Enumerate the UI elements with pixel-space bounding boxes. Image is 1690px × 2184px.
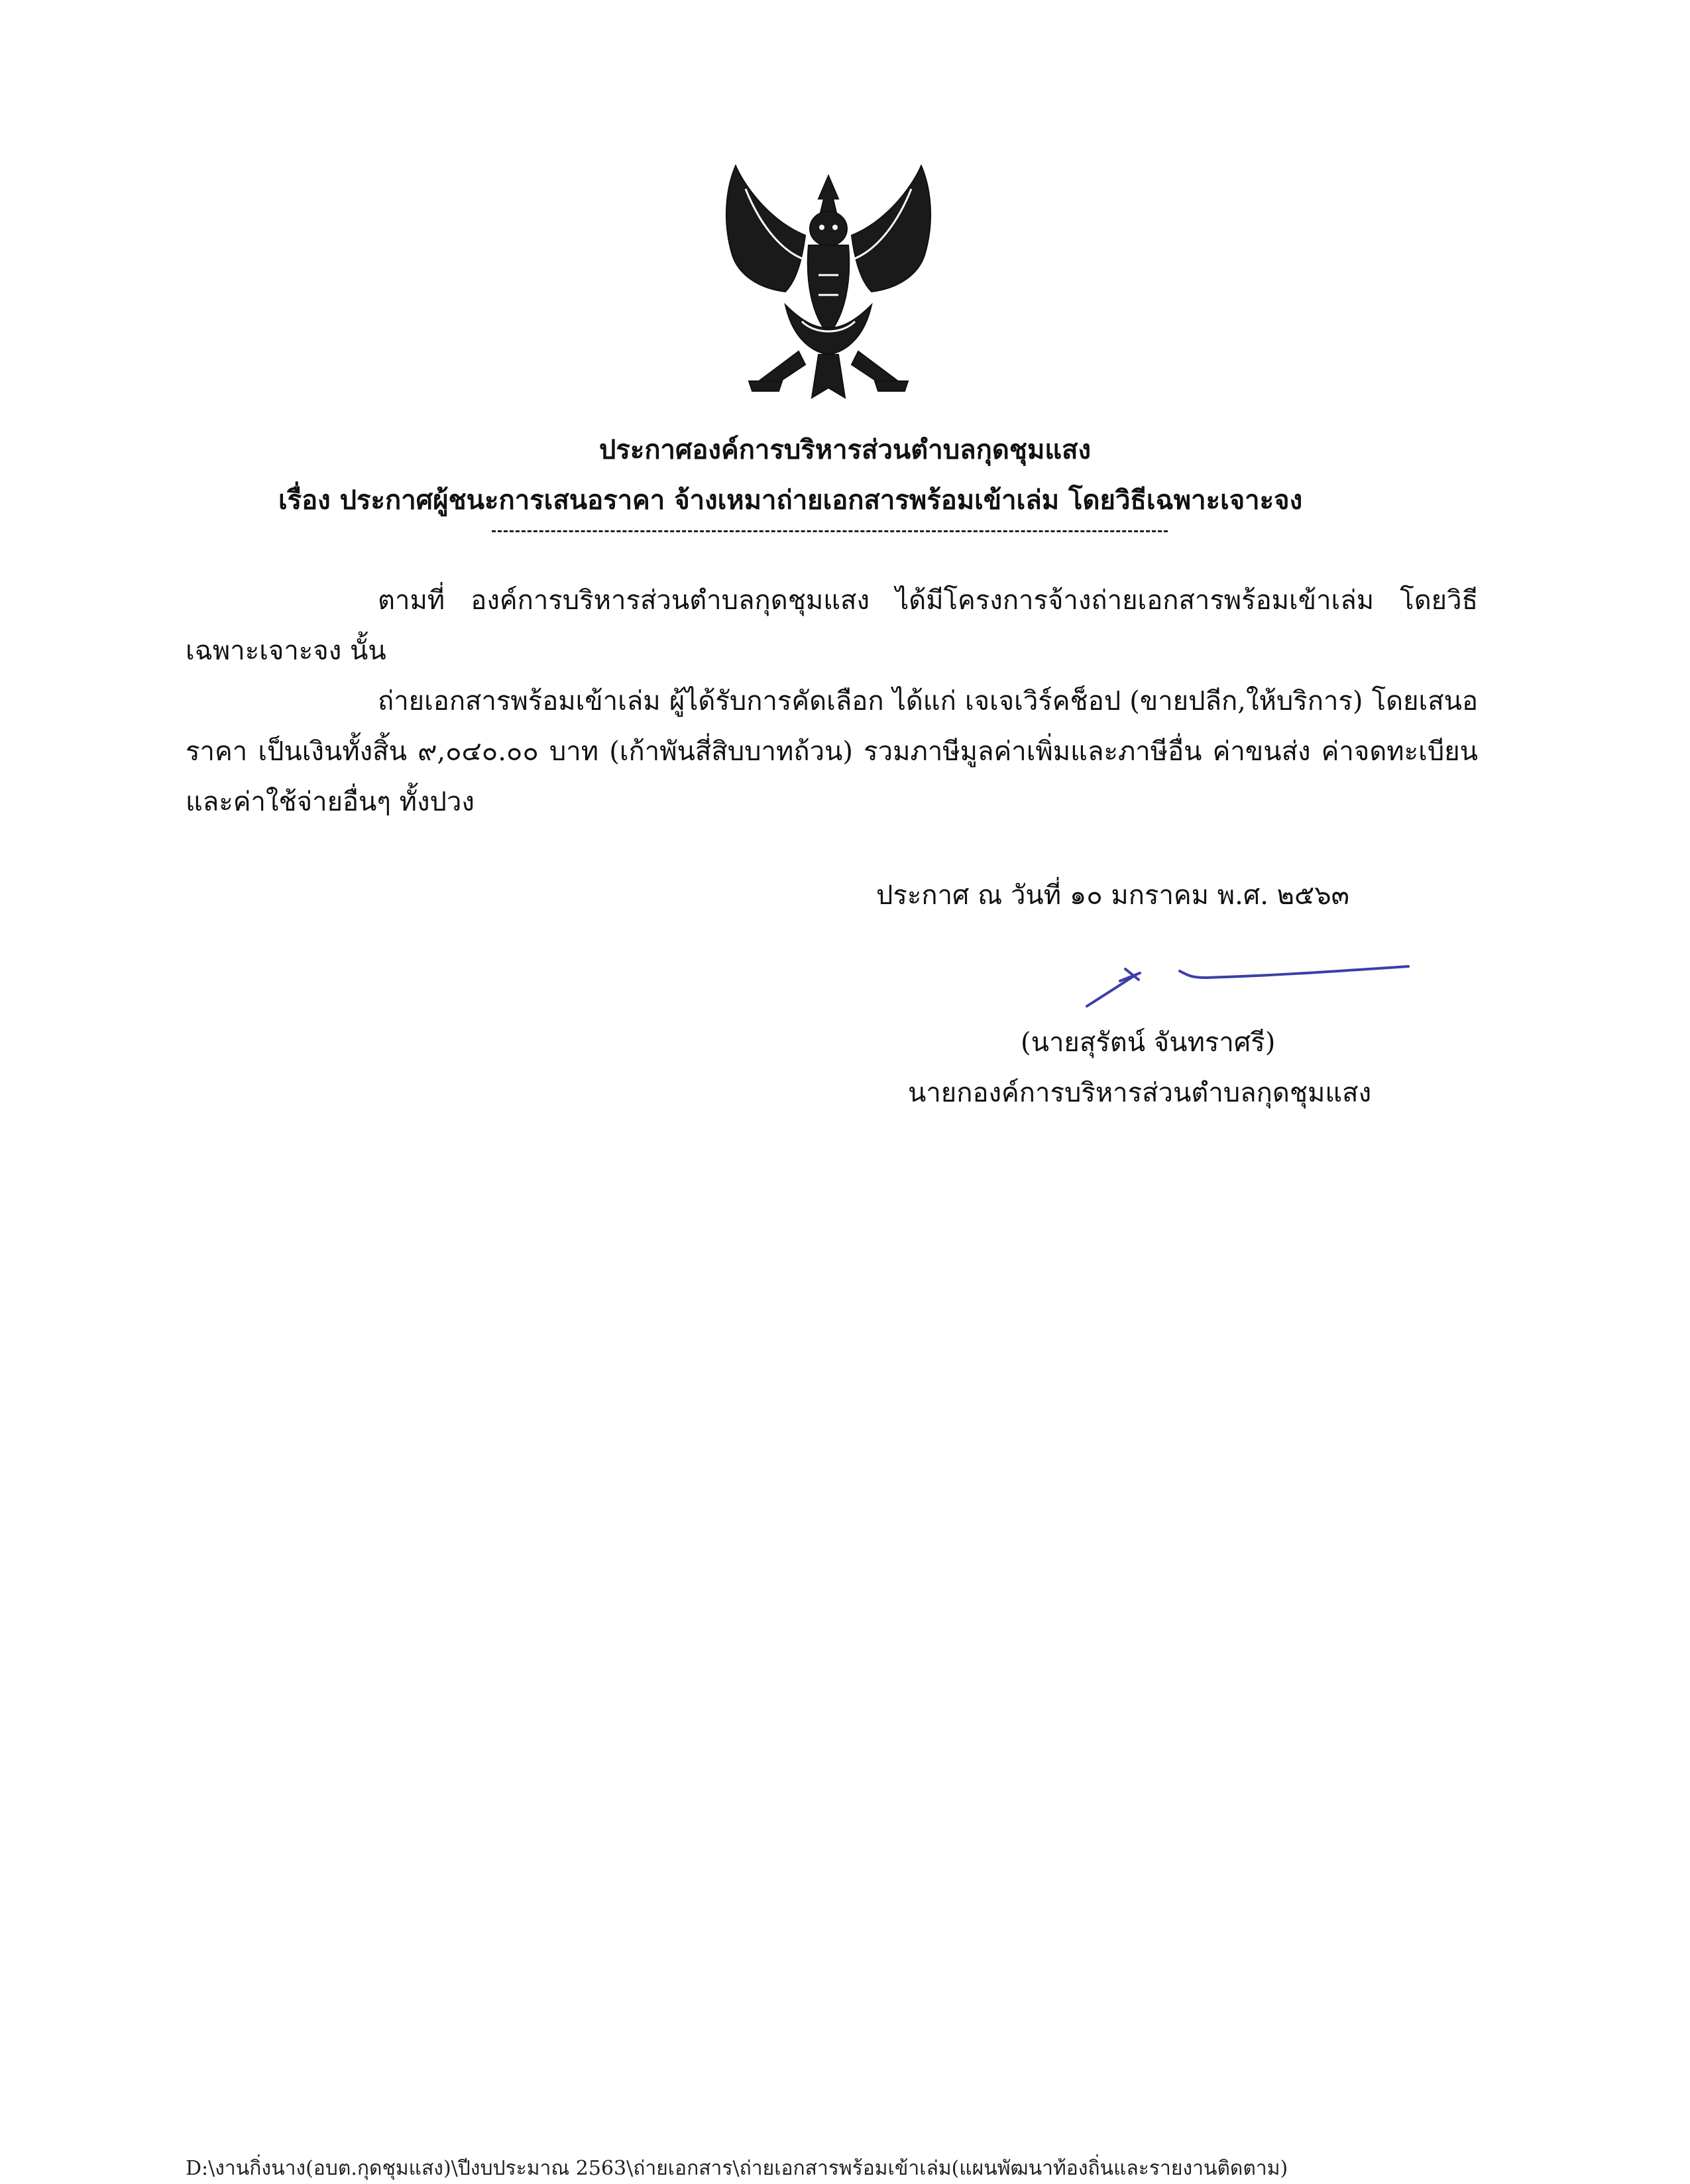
paragraph-text: ตามที่ องค์การบริหารส่วนตำบลกุดชุมแสง ได้มีโครงการจ้างถ่ายเอกสารพร้อมเข้าเล่ม โดยวิธีเฉพาะเจาะจง นั้น (186, 585, 1478, 666)
body-paragraph (186, 676, 1478, 827)
paragraph-text: ถ่ายเอกสารพร้อมเข้าเล่ม ผู้ได้รับการคัดเลือก ได้แก่ เจเจเวิร์คช็อป (ขายปลีก,ให้บริการ) โดยเสนอราคา เป็นเงินทั้งสิ้น ๙,๐๔๐.๐๐ บาท (เก้าพันสี่สิบบาทถ้วน) รวมภาษีมูลค่าเพิ่มและภาษีอื่น ค่าขนส่ง ค่าจดทะเบียน และค่าใช้จ่ายอื่นๆ ทั้งปวง (186, 686, 1478, 817)
announcement-title: ประกาศองค์การบริหารส่วนตำบลกุดชุมแสง (598, 434, 1092, 465)
garuda-emblem-icon (719, 162, 938, 408)
body-paragraph (186, 575, 1478, 676)
announcement-subject: เรื่อง ประกาศผู้ชนะการเสนอราคา จ้างเหมาถ่ายเอกสารพร้อมเข้าเล่ม โดยวิธีเฉพาะเจาะจง (278, 485, 1303, 516)
signer-name: (นายสุรัตน์ จันทราศรี) (1021, 1027, 1276, 1058)
signature-icon (1074, 954, 1418, 1014)
divider-line (492, 530, 1168, 532)
signer-title: นายกองค์การบริหารส่วนตำบลกุดชุมแสง (908, 1078, 1372, 1108)
announcement-date: ประกาศ ณ วันที่ ๑๐ มกราคม พ.ศ. ๒๕๖๓ (876, 880, 1350, 911)
footer-file-path: D:\งานกิ่งนาง(อบต.กุดชุมแสง)\ปีงบประมาณ 2563\ถ่ายเอกสาร\ถ่ายเอกสารพร้อมเข้าเล่ม(แผนพัฒนาท้องถิ่นและรายงานติดตาม) (186, 2157, 1288, 2180)
